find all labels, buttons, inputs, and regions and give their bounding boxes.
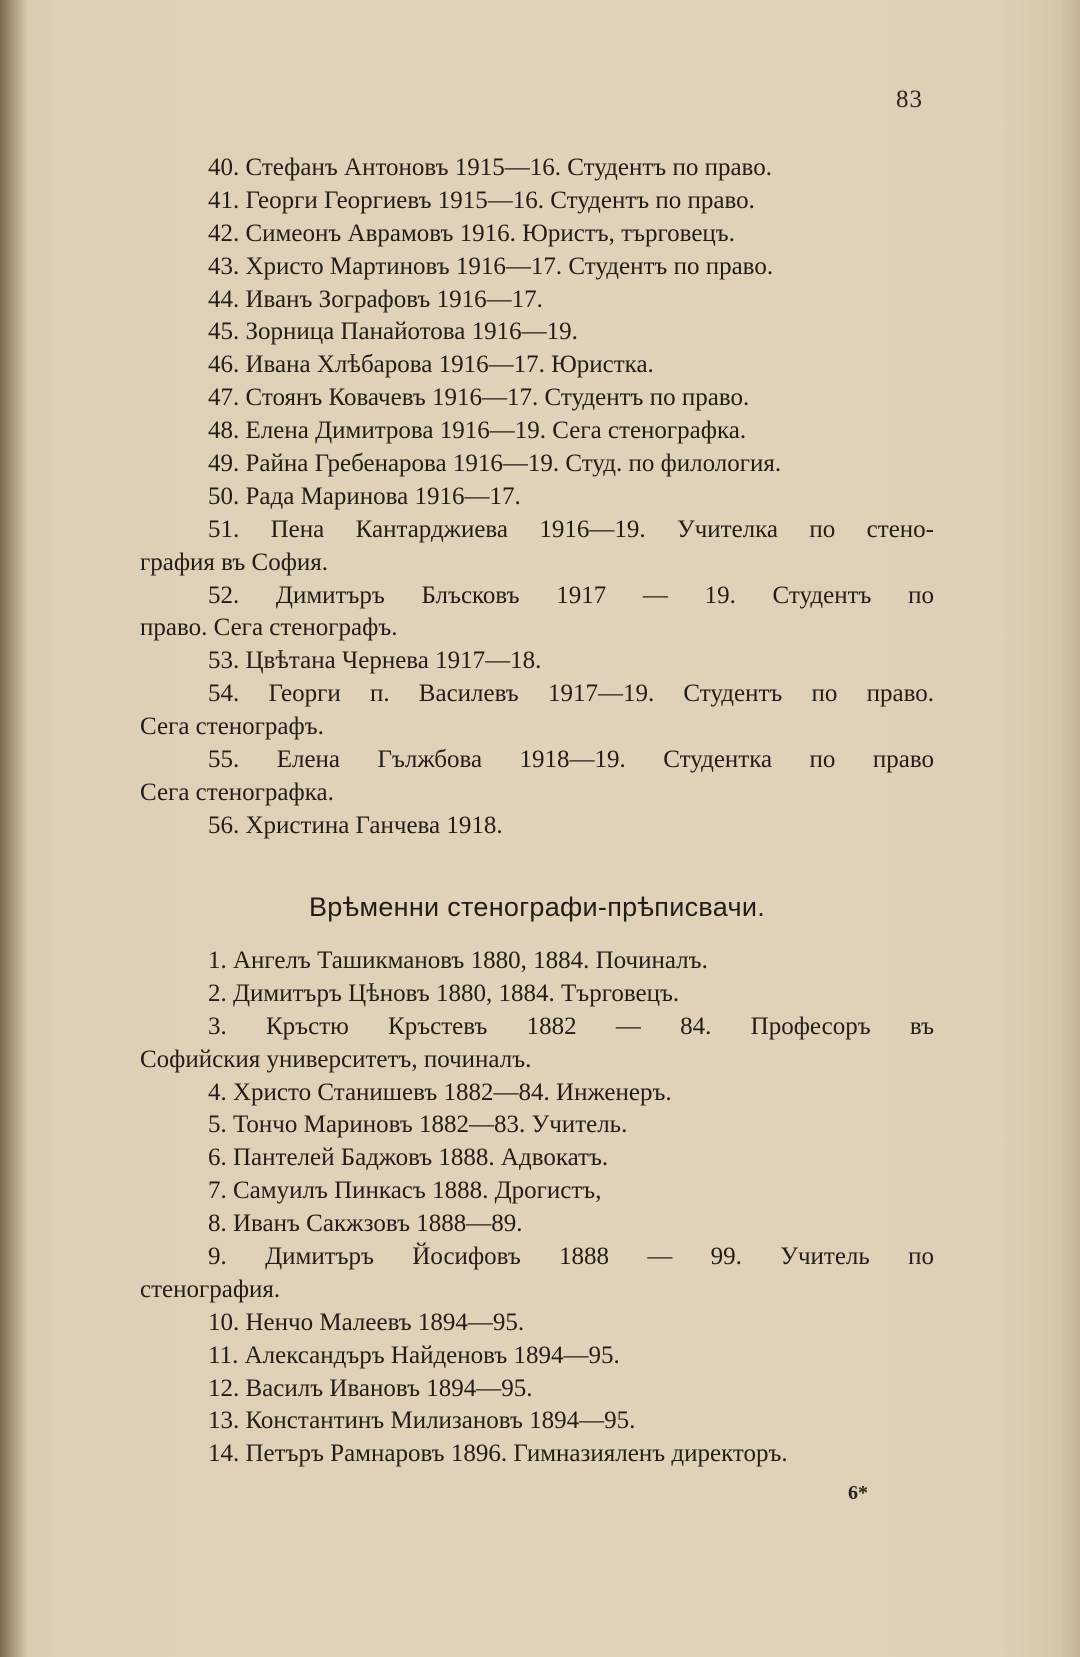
spine-shadow	[0, 0, 28, 1657]
list-item: 44. Иванъ Зографовъ 1916—17.	[208, 285, 543, 313]
list-item: 52. Димитъръ Блъсковъ 1917 — 19. Студентъ по	[208, 581, 934, 609]
list-item: 54. Георги п. Василевъ 1917—19. Студентъ по право.	[208, 680, 934, 708]
list-item-continuation: Сега стенографъ.	[140, 713, 324, 741]
list-item: 46. Ивана Хлѣбарова 1916—17. Юристка.	[208, 351, 654, 379]
list-item: 7. Самуилъ Пинкасъ 1888. Дрогистъ,	[208, 1177, 602, 1205]
list-item: 42. Симеонъ Аврамовъ 1916. Юристъ, търговецъ.	[208, 219, 735, 247]
page-number: 83	[896, 86, 923, 113]
list-item-continuation: Софийския университетъ, починалъ.	[140, 1045, 532, 1073]
list-item: 5. Тончо Мариновъ 1882—83. Учитель.	[208, 1111, 628, 1139]
list-item: 11. Александъръ Найденовъ 1894—95.	[208, 1341, 620, 1369]
list-item: 50. Рада Маринова 1916—17.	[208, 482, 521, 510]
list-item: 1. Ангелъ Ташикмановъ 1880, 1884. Починалъ.	[208, 947, 708, 974]
list-item-continuation: право. Сега стенографъ.	[140, 614, 398, 642]
list-item: 40. Стефанъ Антоновъ 1915—16. Студентъ по право.	[208, 154, 772, 181]
list-item: 51. Пена Кантарджиева 1916—19. Учителка по стено-	[208, 515, 934, 543]
list-item: 9. Димитъръ Йосифовъ 1888 — 99. Учитель по	[208, 1243, 934, 1271]
list-item: 2. Димитъръ Цѣновъ 1880, 1884. Търговецъ.	[208, 979, 680, 1007]
list-section-1	[140, 152, 934, 843]
list-item: 49. Райна Гребенарова 1916—19. Студ. по филология.	[208, 450, 782, 478]
list-item: 14. Петъръ Рамнаровъ 1896. Гимназияленъ директоръ.	[208, 1440, 788, 1468]
list-item: 3. Кръстю Кръстевъ 1882 — 84. Професоръ въ	[208, 1012, 934, 1040]
list-item: 56. Христина Ганчева 1918.	[208, 811, 503, 839]
list-item: 13. Константинъ Милизановъ 1894—95.	[208, 1407, 636, 1435]
list-item: 48. Елена Димитрова 1916—19. Сега стенографка.	[208, 417, 747, 445]
list-item: 10. Ненчо Малеевъ 1894—95.	[208, 1308, 525, 1336]
list-item-continuation: стенография.	[140, 1275, 281, 1303]
list-item: 55. Елена Гължбова 1918—19. Студентка по право	[208, 746, 934, 774]
list-section-2	[140, 945, 934, 1471]
list-item: 6. Пантелей Баджовъ 1888. Адвокатъ.	[208, 1144, 609, 1172]
list-item: 45. Зорница Панайотова 1916—19.	[208, 318, 578, 346]
list-item: 12. Василъ Ивановъ 1894—95.	[208, 1374, 533, 1402]
list-item: 47. Стоянъ Ковачевъ 1916—17. Студентъ по право.	[208, 384, 750, 412]
list-item: 8. Иванъ Сакжзовъ 1888—89.	[208, 1210, 523, 1238]
signature-mark: 6*	[848, 1482, 868, 1504]
list-item: 53. Цвѣтана Чернева 1917—18.	[208, 647, 542, 675]
list-item: 4. Христо Станишевъ 1882—84. Инженеръ.	[208, 1078, 672, 1106]
list-item-continuation: графия въ София.	[140, 548, 329, 576]
section-heading: Врѣменни стенографи-прѣписвачи.	[308, 892, 766, 922]
list-item: 41. Георги Георгиевъ 1915—16. Студентъ по право.	[208, 186, 755, 214]
list-item: 43. Христо Мартиновъ 1916—17. Студентъ по право.	[208, 252, 774, 280]
list-item-continuation: Сега стенографка.	[140, 778, 334, 806]
